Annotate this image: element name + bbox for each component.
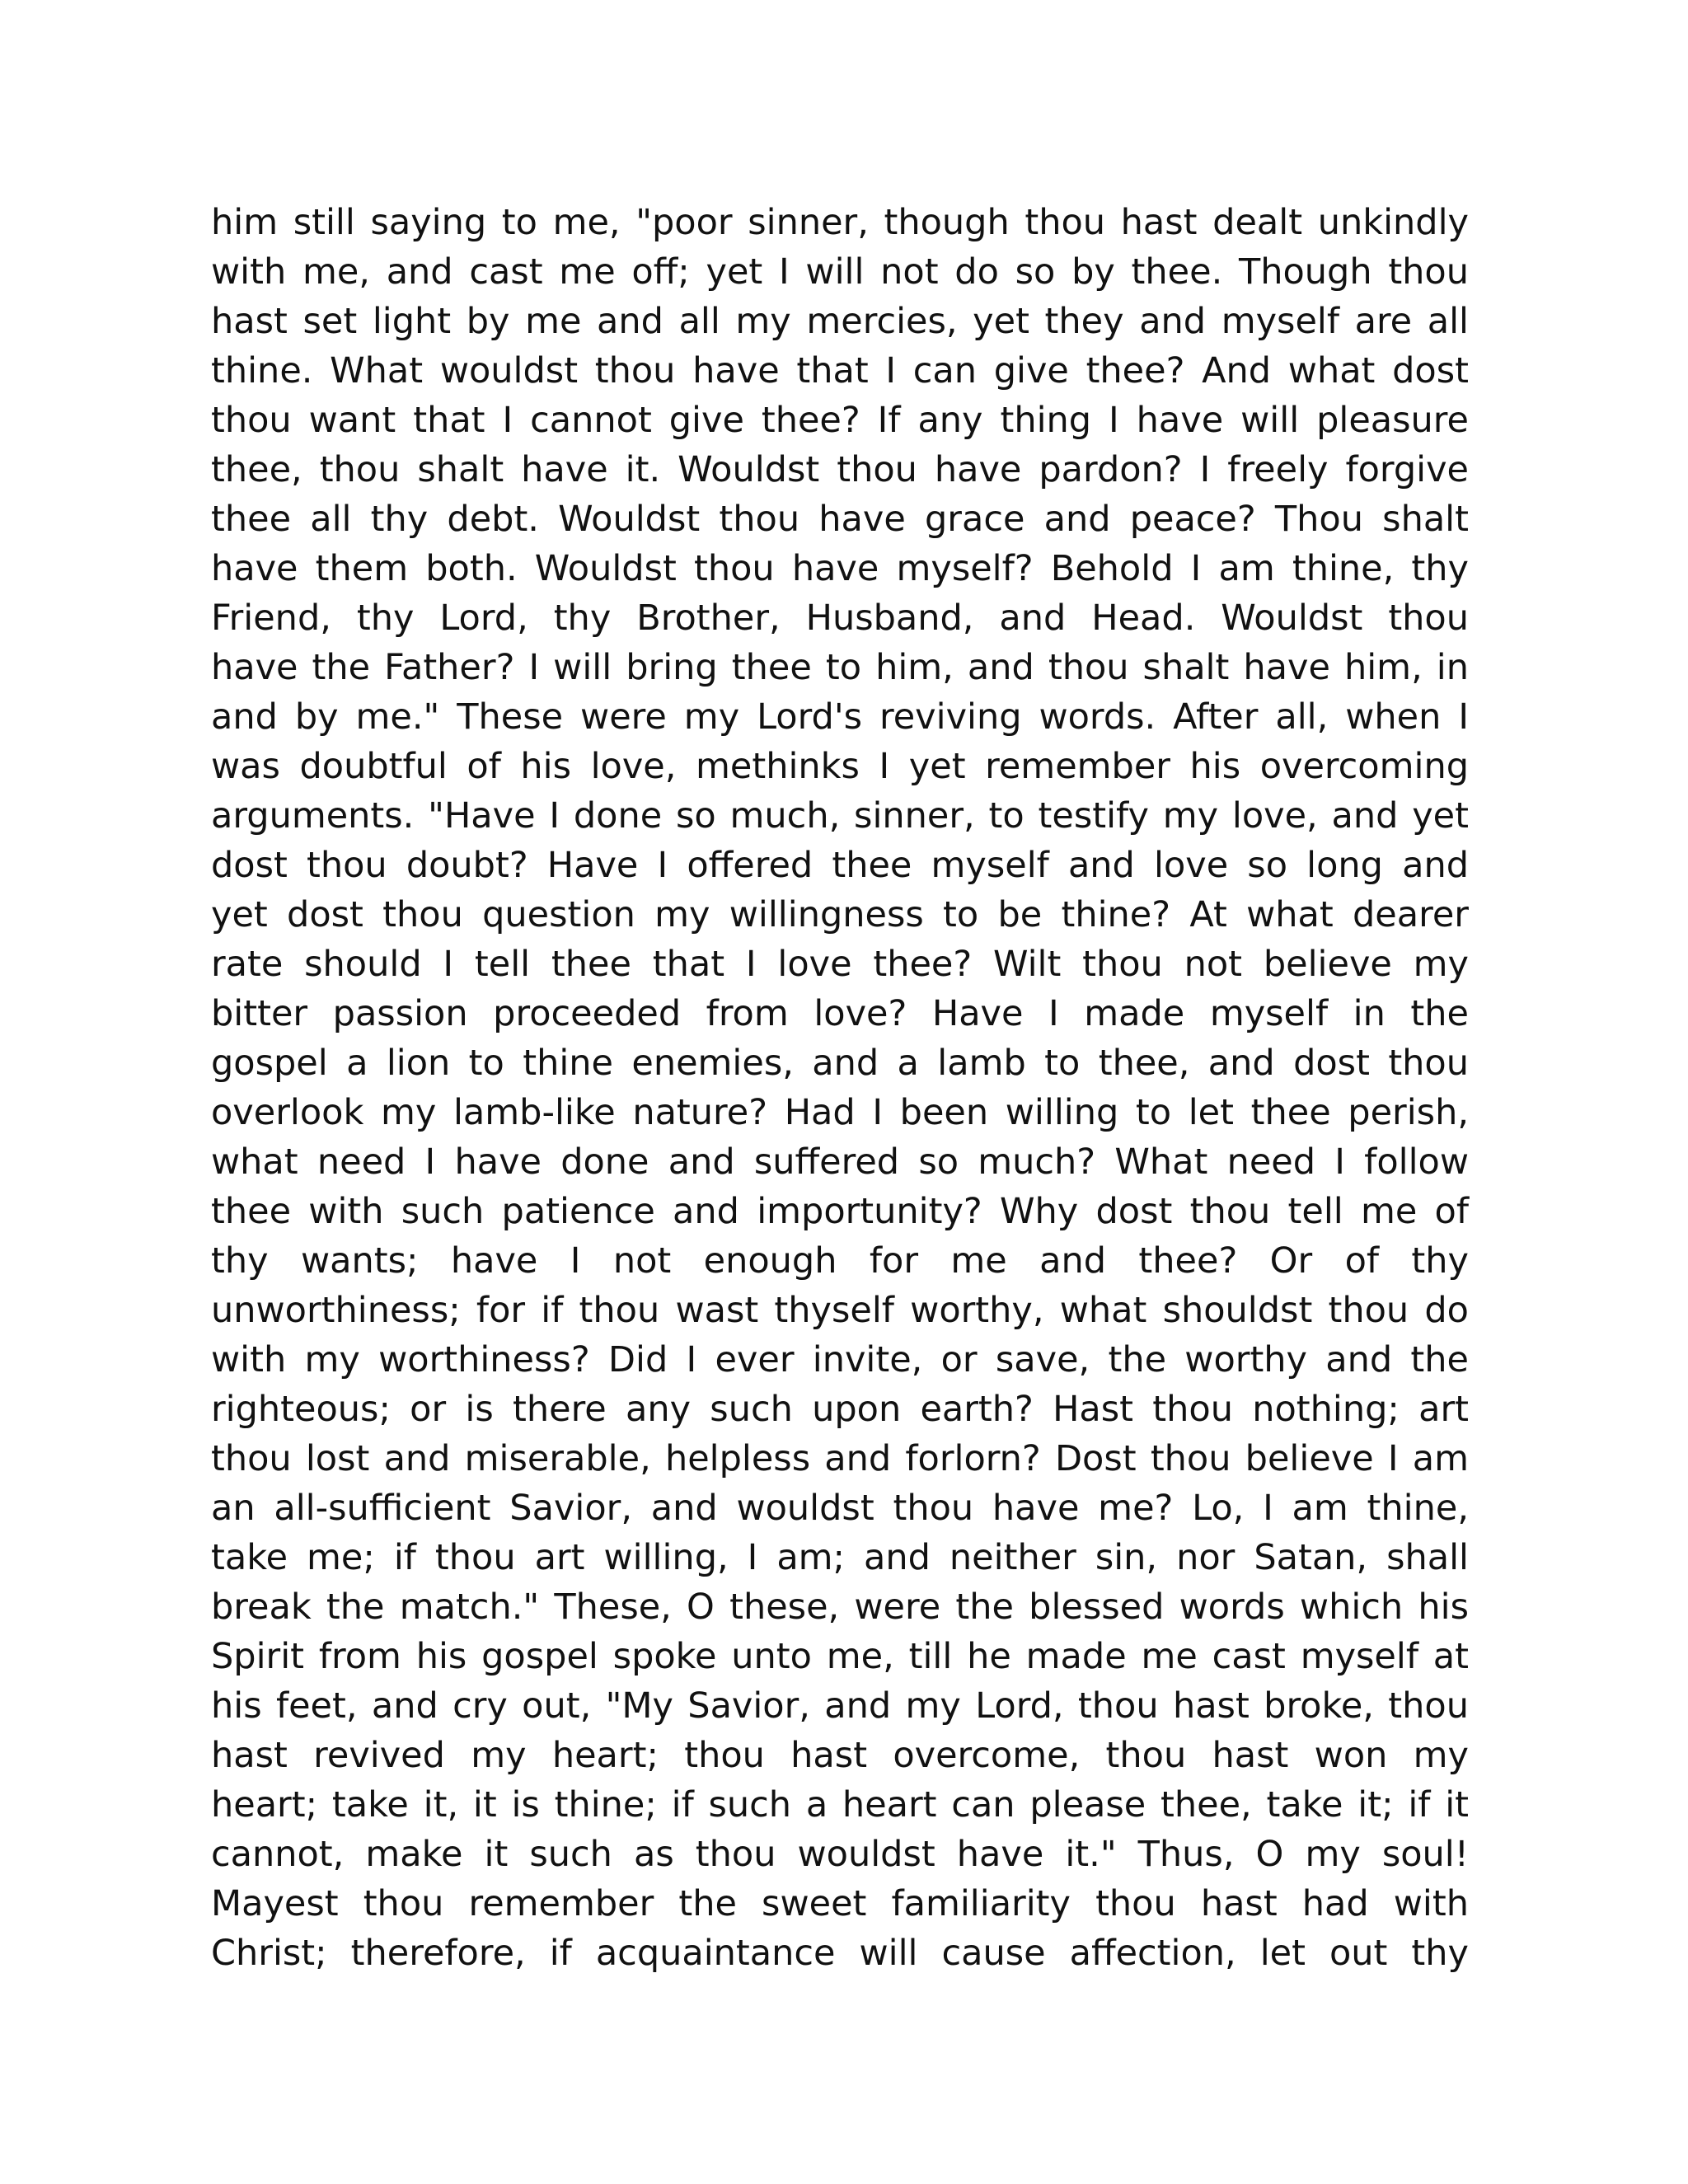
text-line: what need I have done and suffered so much? What need I follow bbox=[211, 1141, 1469, 1183]
text-line: overlook my lamb-like nature? Had I been willing to let thee perish, bbox=[211, 1092, 1469, 1133]
text-line: was doubtful of his love, methinks I yet remember his overcoming bbox=[211, 746, 1469, 787]
text-line: bitter passion proceeded from love? Have I made myself in the bbox=[211, 993, 1469, 1034]
text-line: dost thou doubt? Have I offered thee myself and love so long and bbox=[211, 845, 1469, 886]
text-line: Mayest thou remember the sweet familiarity thou hast had with bbox=[211, 1883, 1469, 1924]
text-line: have them both. Wouldst thou have myself? Behold I am thine, thy bbox=[211, 548, 1469, 589]
text-line: heart; take it, it is thine; if such a heart can please thee, take it; if it bbox=[211, 1784, 1469, 1825]
text-line: thy wants; have I not enough for me and thee? Or of thy bbox=[211, 1240, 1469, 1282]
text-line: cannot, make it such as thou wouldst have it." Thus, O my soul! bbox=[211, 1834, 1469, 1875]
text-line: with my worthiness? Did I ever invite, or save, the worthy and the bbox=[211, 1339, 1469, 1380]
text-line: thee, thou shalt have it. Wouldst thou have pardon? I freely forgive bbox=[211, 449, 1469, 490]
text-line: have the Father? I will bring thee to him, and thou shalt have him, in bbox=[211, 647, 1469, 688]
text-line: unworthiness; for if thou wast thyself worthy, what shouldst thou do bbox=[211, 1290, 1469, 1331]
text-line: arguments. "Have I done so much, sinner, to testify my love, and yet bbox=[211, 795, 1469, 837]
text-line: gospel a lion to thine enemies, and a lamb to thee, and dost thou bbox=[211, 1043, 1469, 1084]
text-line: rate should I tell thee that I love thee? Wilt thou not believe my bbox=[211, 944, 1469, 985]
text-line: an all-sufficient Savior, and wouldst thou have me? Lo, I am thine, bbox=[211, 1488, 1469, 1529]
text-line: hast revived my heart; thou hast overcome, thou hast won my bbox=[211, 1735, 1469, 1776]
text-line: thou lost and miserable, helpless and forlorn? Dost thou believe I am bbox=[211, 1438, 1469, 1479]
body-text bbox=[211, 198, 1469, 1978]
text-line: him still saying to me, "poor sinner, though thou hast dealt unkindly bbox=[211, 202, 1469, 243]
text-line: thee with such patience and importunity? Why dost thou tell me of bbox=[211, 1191, 1469, 1232]
text-line: and by me." These were my Lord's reviving words. After all, when I bbox=[211, 696, 1469, 738]
text-line: his feet, and cry out, "My Savior, and my Lord, thou hast broke, thou bbox=[211, 1685, 1469, 1727]
text-line: Christ; therefore, if acquaintance will cause affection, let out thy bbox=[211, 1933, 1469, 1974]
text-line: thou want that I cannot give thee? If any thing I have will pleasure bbox=[211, 400, 1469, 441]
text-line: Friend, thy Lord, thy Brother, Husband, and Head. Wouldst thou bbox=[211, 598, 1469, 639]
text-line: righteous; or is there any such upon earth? Hast thou nothing; art bbox=[211, 1389, 1469, 1430]
text-line: break the match." These, O these, were the blessed words which his bbox=[211, 1586, 1469, 1628]
text-line: take me; if thou art willing, I am; and neither sin, nor Satan, shall bbox=[211, 1537, 1469, 1578]
text-line: yet dost thou question my willingness to be thine? At what dearer bbox=[211, 894, 1469, 935]
text-line: hast set light by me and all my mercies, yet they and myself are all bbox=[211, 301, 1469, 342]
text-line: with me, and cast me off; yet I will not do so by thee. Though thou bbox=[211, 251, 1469, 293]
text-line: Spirit from his gospel spoke unto me, till he made me cast myself at bbox=[211, 1636, 1469, 1677]
text-line: thine. What wouldst thou have that I can give thee? And what dost bbox=[211, 350, 1469, 391]
text-line: thee all thy debt. Wouldst thou have grace and peace? Thou shalt bbox=[211, 499, 1469, 540]
